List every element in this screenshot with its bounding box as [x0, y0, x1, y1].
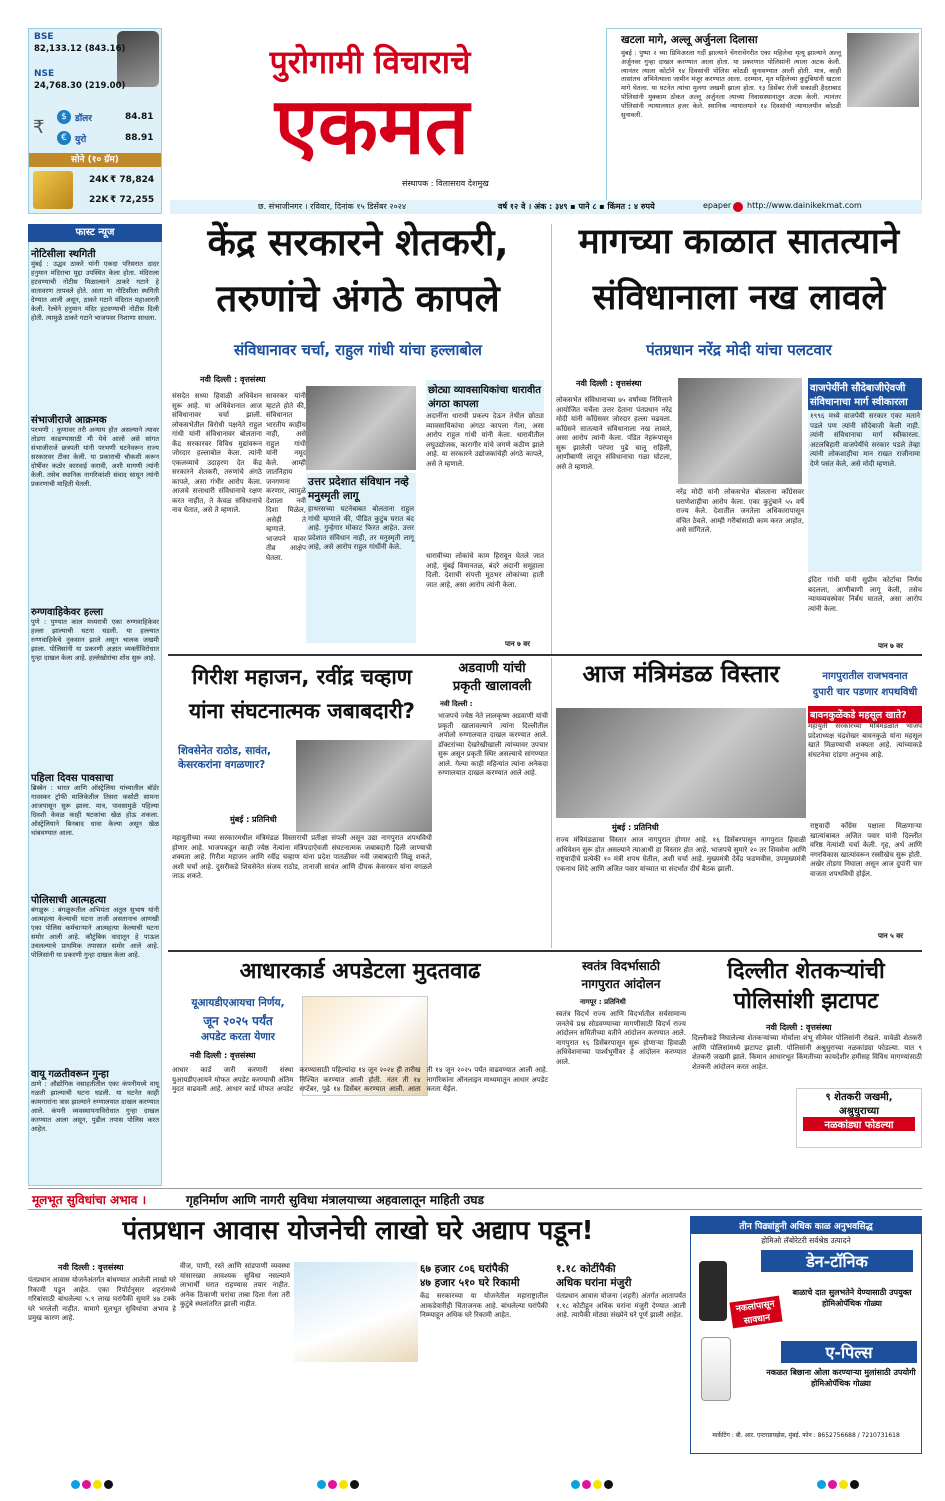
- cabinet-body-2: राष्ट्रवादी काँग्रेस पक्षाला मिळणाऱ्या खात्यांबाबत अजित पवार यांनी दिल्लीत वरिष्ठ नेत्यांशी चर्चा केली. गृह, अर्थ आणि नगरविकास खात्यांवरून रस्सीखेच सुरू होती. अखेर तोडगा निघाला असून आज दुपारी चार वाजता शपथविधी होईल.: [810, 822, 922, 878]
- stat-2-body: पंतप्रधान आवास योजना (शहरी) अंतर्गत आतापर्यंत १.१८ कोटीहून अधिक घरांना मंजुरी देण्यात आली आहे. त्यापैकी मोठ्या संख्येने घरे पूर्ण झाली आहेत.: [556, 1292, 686, 1319]
- euro-icon: €: [57, 131, 71, 145]
- vidarbha-headline-2: नागपुरात आंदोलन: [581, 977, 661, 991]
- registration-marks: [816, 1474, 876, 1486]
- gold-22k-value: ₹ 72,255: [110, 195, 155, 205]
- farmers-headline-1: दिल्लीत शेतकऱ्यांची: [727, 959, 885, 984]
- lead-left-caption-title: उत्तर प्रदेशात संविधान नव्हे मनुस्मृती लागू: [308, 476, 409, 502]
- aadhaar-headline: आधारकार्ड अपडेटला मुदतवाढ: [239, 959, 481, 984]
- cabinet-dateline: मुंबई : प्रतिनिधी: [612, 823, 659, 832]
- fast-news-body: मुंबई : उद्धव ठाकरे यांनी एकदा परिसरात दादर हनुमान मंदिराचा मुद्दा उपस्थित केला होता. मंदिराला हटवण्याची नोटीस मिळाल्याने ठाकरे गटाने हे वातावरण तापवले होते. आता या नोटिसीला स्थगिती देण्यात आली असून, ठाकरे गटाने मंदिरात महाआरती केली. रेल्वेने हनुमान मंदिर हटवण्याची नोटीस दिली होती. त्यामुळे ठाकरे गटाने भाजपवर निशाणा साधला.: [31, 260, 159, 322]
- stat-2-line-2: अधिक घरांना मंजुरी: [556, 1277, 632, 1289]
- dateline: छ. संभाजीनगर । रविवार, दिनांक १५ डिसेंबर २०२४: [258, 202, 406, 211]
- dollar-value: 84.81: [125, 112, 154, 122]
- lead-right-body-1: लोकसभेत संविधानाच्या ७५ वर्षांच्या निमित्ताने आयोजित चर्चेला उत्तर देताना पंतप्रधान नरेंद्र मोदी यांनी काँग्रेसवर जोरदार हल्ला चढवला. काँग्रेसने सातत्याने संविधानाला नख लावले, असा आरोप त्यांनी केला. पंडित नेहरूंपासून सुरू झालेली परंपरा पुढे चालू राहिली, आणीबाणी लादून संविधानाचा गळा घोटला, असे ते म्हणाले.: [556, 396, 672, 471]
- vidarbha-headline-1: स्वतंत्र विदर्भासाठी: [582, 959, 660, 973]
- ad-product-1-desc: बाळाचे दात सुलभतेने येण्यासाठी उपयुक्त होमिओपॅथिक गोळ्या: [792, 1288, 912, 1308]
- fast-news-label: फास्ट न्यूज: [75, 227, 115, 238]
- aadhaar-sub-2: जून २०२५ पर्यंत: [203, 1014, 273, 1028]
- section-divider: [168, 654, 922, 656]
- web-icon: [733, 202, 743, 212]
- gold-24k-value: ₹ 78,824: [110, 175, 155, 185]
- fast-news-item: [31, 246, 159, 414]
- fast-news-body: ठाणे : औद्योगिक वसाहतीतील एका कंपनीमध्ये वायू गळती झाल्याची घटना घडली. या घटनेत काही कामगारांना त्रास झाल्याने रुग्णालयात दाखल करण्यात आले. कंपनी व्यवस्थापनाविरोधात गुन्हा दाखल करण्यात आला असून, पुढील तपास पोलिस करत आहेत.: [31, 1080, 159, 1133]
- fast-news-title: वायू गळतीवरून गुन्हा: [31, 1069, 109, 1080]
- housing-banner-tag: मूलभूत सुविधांचा अभाव ।: [32, 1193, 147, 1207]
- gold-label: सोने (१० ग्रॅम): [29, 153, 161, 167]
- markets-panel: [28, 28, 162, 214]
- ad-product-2-desc: नकळत बिछाना ओला करण्याऱ्या मुलांसाठी उपयोगी होमिओपॅथिक गोळ्या: [766, 1368, 916, 1388]
- bull-icon: [117, 31, 159, 87]
- registration-marks: [570, 1474, 630, 1486]
- top-story-body: मुंबई : पुष्पा २ च्या प्रिमिअरला गर्दी झाल्याने चेंगराचेंगरीत एका महिलेचा मृत्यू झाल्याने अल्लू अर्जुनवर गुन्हा दाखल करण्यात आला होता. या प्रकरणात पोलिसांनी त्याला अटक केली. त्यानंतर त्याला कोर्टाने १४ दिवसांची पोलिस कोठडी सुनावण्यात आली होती. मात्र, काही तासांतच अभिनेत्याला जामीन मंजूर करण्यात आला. दरम्यान, मृत महिलेच्या कुटुंबियांनी खटला मागे घेतला. या घटनेत त्यांचा मुलगा जखमी झाला होता. १३ डिसेंबर रोजी सकाळी हैदराबाद पोलिसांनी मुक्काम ठोकत अल्लू अर्जुनला त्याच्या निवासस्थानातून अटक केली. त्यानंतर पोलिसांनी न्यायालयात हजर केले. स्थानिक न्यायालयाने १४ दिवसांची न्यायालयीन कोठडी सुनावली.: [621, 49, 841, 119]
- cabinet-side-title-1: नागपुरातील राजभवनात: [822, 671, 908, 682]
- lead-left-subhead: संविधानावर चर्चा, राहुल गांधी यांचा हल्लाबोल: [234, 341, 482, 359]
- masthead-tagline: पुरोगामी विचाराचे: [269, 43, 471, 81]
- rupee-icon: ₹: [33, 117, 45, 138]
- aadhaar-body: आधार कार्ड जारी करणारी संस्था युआयडीएआयने मोफत अपडेट करण्याची अंतिम मुदत वाढवली आहे. आधार कार्ड मोफत अपडेट करण्यासाठी पहिल्यांदा १४ जून २०२४ ही तारीख निश्चित करण्यात आली होती. नंतर ती १४ सप्टेंबर, पुढे १४ डिसेंबर करण्यात आली. आता ती १४ जून २०२५ पर्यंत वाढवण्यात आली आहे. नागरिकांना ऑनलाइन माध्यमातून आधार अपडेट करता येईल.: [172, 1066, 548, 1093]
- farmers-headline-2: पोलिसांशी झटापट: [733, 989, 879, 1014]
- lead-right-body-3: इंदिरा गांधी यांनी सुप्रीम कोर्टाचा निर्णय बदलला, आणीबाणी लागू केली, तसेच न्यायव्यवस्थेवर निर्बंध घातले, असा आरोप त्यांनी केला.: [808, 576, 922, 613]
- lead-left-headline-2: तरुणांचे अंगठे कापले: [216, 277, 500, 320]
- lead-right-headline-2: संविधानाला नख लावले: [592, 278, 886, 318]
- lead-left-dateline: नवी दिल्ली : वृत्तसंस्था: [200, 375, 266, 384]
- euro-label: युरो: [75, 135, 87, 145]
- farmers-box-line-2: अश्रुधुराच्या: [839, 1106, 879, 1117]
- mid-left-dateline: मुंबई : प्रतिनिधी: [230, 815, 277, 824]
- dollar-label: डॉलर: [75, 114, 92, 124]
- bawankule-body: महायुती सरकारच्या मंत्रिमंडळात भाजप प्रदेशाध्यक्ष चंद्रशेखर बावनकुळे यांना महसूल खाते मिळण्याची शक्यता आहे. त्यांच्याकडे संघटनेचा दांडगा अनुभव आहे.: [808, 722, 922, 759]
- modi-photo: [678, 378, 802, 484]
- fast-news-title: पहिला दिवस पावसाचा: [31, 773, 114, 784]
- fast-news-title: पोलिसाची आत्महत्या: [31, 895, 107, 906]
- top-story-headline: खटला मागे, अल्लू अर्जुनला दिलासा: [621, 34, 758, 46]
- stat-1-box: [420, 1262, 548, 1452]
- homeo-advertisement: [690, 1216, 922, 1454]
- euro-value: 88.91: [125, 133, 154, 143]
- aadhaar-sub-1: यूआयडीएआयचा निर्णय,: [191, 997, 285, 1009]
- ad-product-2: ए-पिल्स: [781, 1341, 917, 1363]
- lead-left-sidebar-title: छोट्या व्यावसायिकांचा धारावीत अंगठा कापला: [426, 380, 544, 412]
- mahajan-chavan-photo: [296, 740, 432, 832]
- bse-value: 82,133.12 (843.16): [34, 44, 126, 54]
- house-illustration: [294, 1262, 418, 1362]
- housing-body-2: वीज, पाणी, रस्ते आणि सांडपाणी व्यवस्था यांसारख्या आवश्यक सुविधा नसल्याने लाभार्थी घरात राहण्यास तयार नाहीत. अनेक ठिकाणी घरांचा ताबा दिला गेला तरी कुटुंबे स्थलांतरित झाली नाहीत.: [180, 1262, 290, 1308]
- cabinet-headline: आज मंत्रिमंडळ विस्तार: [582, 660, 780, 688]
- stat-1-line-1: ६७ हजार ८०६ घरांपैकी: [420, 1263, 509, 1275]
- housing-headline: पंतप्रधान आवास योजनेची लाखो घरे अद्याप पडून!: [122, 1216, 594, 1246]
- stat-1-body: केंद्र सरकारच्या या योजनेतील महाराष्ट्रातील आकडेवारीही चिंताजनक आहे. बांधलेल्या घरांपैकी निम्म्याहून अधिक घरे रिकामी आहेत.: [420, 1292, 548, 1319]
- farmers-box-line-3: नळकांड्या फोडल्या: [803, 1117, 915, 1131]
- ad-top-line: तीन पिढ्यांहूनी अधिक काळ अनुभवसिद्ध: [691, 1217, 921, 1234]
- nse-label: NSE: [34, 69, 55, 79]
- website-link[interactable]: http://www.dainikekmat.com: [747, 201, 862, 210]
- fast-news-header: [28, 224, 162, 242]
- dollar-icon: $: [57, 110, 71, 124]
- farmers-box: [796, 1088, 922, 1148]
- fast-news-body: ब्रिस्बेन : भारत आणि ऑस्ट्रेलिया यांच्यातील बॉर्डर गावस्कर ट्रॉफी मालिकेतील तिसरा कसोटी सामना आजपासून सुरू झाला. मात्र, पावसामुळे पहिल्या दिवशी केवळ काही षटकांचा खेळ होऊ शकला. ऑस्ट्रेलियाने बिनबाद धावा केल्या असून खेळ थांबवण्यात आला.: [31, 784, 159, 837]
- gold-24k-label: 24K: [89, 175, 109, 185]
- advani-headline-1: अडवाणी यांची: [458, 661, 526, 676]
- fast-news-item: [31, 770, 159, 890]
- vajpayee-box: [808, 378, 922, 572]
- vajpayee-box-body: १९९६ मध्ये वाजपेयी सरकार एका मताने पडले पण त्यांनी सौदेबाजी केली नाही. त्यांनी संविधानाचा मार्ग स्वीकारला. अटलबिहारी वाजपेयींचे सरकार पडले तेव्हा त्यांनी लोकशाहीचा मान राखत राजीनामा देणे पसंत केले, असे मोदी म्हणाले.: [810, 412, 920, 468]
- mid-left-body: महायुतीच्या नव्या सरकारमधील मंत्रिमंडळ विस्ताराची प्रतीक्षा संपली असून उद्या नागपुरात शपथविधी होणार आहे. भाजपकडून काही ज्येष्ठ नेत्यांना मंत्रिपदाऐवजी संघटनात्मक जबाबदारी दिली जाण्याची शक्यता आहे. गिरीश महाजन आणि रवींद्र चव्हाण यांना प्रदेश पातळीवर नवी जबाबदारी मिळू शकते, अशी चर्चा आहे. दुसरीकडे शिवसेनेत संजय राठोड, तानाजी सावंत आणि दीपक केसरकर यांना वगळले जाऊ शकते.: [172, 834, 432, 880]
- lead-left-continued: पान ७ वर: [505, 640, 530, 648]
- stat-2-line-1: १.१८ कोटींपैकी: [556, 1263, 616, 1275]
- ad-product-1: डेन-टॉनिक: [761, 1250, 913, 1272]
- lead-right-dateline: नवी दिल्ली : वृत्तसंस्था: [576, 379, 642, 388]
- advani-dateline: नवी दिल्ली :: [440, 700, 473, 708]
- top-story-photo: [847, 33, 919, 107]
- registration-marks: [316, 1474, 376, 1486]
- fast-news-title: संभाजीराजे आक्रमक: [31, 415, 107, 426]
- founder-line: संस्थापक : विलासराव देशमुख: [402, 179, 489, 188]
- fast-news-item: [31, 1066, 159, 1184]
- farmers-body: दिल्लीकडे निघालेल्या शेतकऱ्यांच्या मोर्चाला शंभू सीमेवर पोलिसांनी रोखले. यावेळी शेतकरी आणि पोलिसांमध्ये झटापट झाली. पोलिसांनी अश्रुधुराच्या नळकांड्या फोडल्या. यात ९ शेतकरी जखमी झाले. किमान आधारभूत किंमतीच्या कायदेशीर हमीसह विविध मागण्यांसाठी शेतकरी आंदोलन करत आहेत.: [692, 1034, 922, 1071]
- rahul-gandhi-photo: [306, 386, 416, 470]
- registration-marks: [70, 1474, 130, 1486]
- lead-left-body-1: संसदेत सध्या हिवाळी अधिवेशन सुरू आहे. या अधिवेशनात आज संविधानावर चर्चा झाली. लोकसभेतील विरोधी पक्षनेते राहुल गांधी यांनी संविधानावर बोलताना केंद्र सरकारवर विविध मुद्यांवरून जोरदार हल्लाबोल केला. त्यांनी एकलव्याचे उदाहरण देत केंद्र सरकारने शेतकरी, तरुणांचे अंगठे कापले, असा गंभीर आरोप केला. आजचे सत्ताधारी संविधानाचे रक्षण करत नाहीत, ते केवळ संविधानाचे नाव घेतात, असे ते म्हणाले.: [172, 392, 262, 514]
- lead-left-sidebar-body: अदानींना धारावी प्रकल्प देऊन तेथील छोट्या व्यावसायिकांचा अंगठा कापला गेला, असा आरोप राहुल गांधी यांनी केला. धारावीतील लघुउद्योजक, कारागीर यांचे जगणे कठीण झाले आहे. या सरकारने उद्योजकांचेही अंगठे कापले, असे ते म्हणाले.: [426, 412, 544, 468]
- lead-right-subhead: पंतप्रधान नरेंद्र मोदी यांचा पलटवार: [646, 341, 832, 359]
- cabinet-leaders-photo: [556, 708, 806, 818]
- cabinet-continued: पान ५ वर: [878, 932, 903, 940]
- gold-22k-label: 22K: [89, 195, 109, 205]
- section-divider: [168, 950, 922, 952]
- ad-company: होमिओ लॅबोरेटरी सर्वश्रेष्ठ उत्पादने: [761, 1236, 851, 1245]
- lead-left-caption-body: हाथरसच्या घटनेबाबत बोलताना राहुल गांधी म्हणाले की, पीडित कुटुंब घरात बंद आहे. गुन्हेगार मोकाट फिरत आहेत. उत्तर प्रदेशात संविधान नाही, तर मनुस्मृती लागू आहे, असे आरोप राहुल गांधींनी केले.: [308, 505, 414, 551]
- ad-contact: मार्केटिंग : बी. आर. एन्टरप्रायझेस, मुंबई. फोन : 8652756688 / 7210731618: [712, 1432, 900, 1439]
- lead-right-headline-1: मागच्या काळात सातत्याने: [578, 222, 900, 262]
- fast-news-body: पुणे : पुण्यात काल मध्यरात्री एका रुग्णवाहिकेवर हल्ला झाल्याची घटना घडली. या हल्ल्यात रुग्णवाहिकेचे नुकसान झाले असून चालक जखमी झाला. पोलिसांनी या प्रकरणी अज्ञात व्यक्तींविरोधात गुन्हा दाखल केला आहे. हल्लेखोरांचा शोध सुरू आहे.: [31, 618, 159, 662]
- fast-news-item: [31, 412, 159, 602]
- lead-left-sidebar-body-2: धारावीच्या लोकांचे काम हिरावून घेतले जात आहे, मुंबई विमानतळ, बंदरे अदानी समूहाला दिली. देशाची संपत्ती मूठभर लोकांच्या हाती जात आहे, असा आरोप त्यांनी केला.: [426, 552, 544, 589]
- vidarbha-body: स्वतंत्र विदर्भ राज्य आणि विदर्भातील सर्वसामान्य जनतेचे प्रश्न सोडवण्याच्या मागणीसाठी विदर्भ राज्य आंदोलन समितीच्या वतीने आंदोलन करण्यात आले. नागपुरात १६ डिसेंबरपासून सुरू होणाऱ्या हिवाळी अधिवेशनाच्या पार्श्वभूमीवर हे आंदोलन करण्यात आले.: [556, 1010, 686, 1066]
- lead-left-headline-1: केंद्र सरकारने शेतकरी,: [207, 221, 509, 264]
- lead-left-body-2: सावरकर यांनी म्हटले होते की, संविधानात भारतीय काहीच नाही, असे राहुल गांधी यांनी नमूद केले. आम्ही जातनिहाय जनगणना करणार, त्यामुळे देशाला नवी दिशा मिळेल, असेही ते म्हणाले. भाजपने यावर तीव्र आक्षेप घेतला.: [266, 392, 306, 562]
- advani-headline-2: प्रकृती खालावली: [452, 679, 532, 694]
- fast-news-item: [31, 604, 159, 766]
- gold-bars-icon: [33, 171, 73, 209]
- stat-1-line-2: ४७ हजार ५१० घरे रिकामी: [420, 1277, 520, 1289]
- lead-left-photo-caption-box: [306, 473, 416, 643]
- fast-news-body: बंगळुरू : बंगळुरूतील अभियंता अतुल सुभाष यांनी आत्महत्या केल्याची घटना ताजी असतानाच आणखी एका पोलिस कर्मचाऱ्याने आत्महत्या केल्याची घटना समोर आली आहे. कौटुंबिक वादातून हे पाऊल उचलल्याचे प्राथमिक तपासात समोर आले आहे. पोलिसांनी या प्रकरणी गुन्हा दाखल केला आहे.: [31, 906, 159, 959]
- lead-right-continued: पान ७ वर: [878, 642, 903, 650]
- aadhaar-dateline: नवी दिल्ली : वृत्तसंस्था: [190, 1051, 256, 1060]
- den-tonic-bottle-icon: [699, 1261, 727, 1321]
- housing-dateline: नवी दिल्ली : वृत्तसंस्था: [58, 1263, 124, 1272]
- housing-body-1: पंतप्रधान आवास योजनेअंतर्गत बांधण्यात आलेली लाखो घरे रिकामी पडून आहेत. एका रिपोर्टनुसार शहरांमध्ये गरिबांसाठी बांधलेल्या ५.९ लाख घरांपैकी सुमारे ४७ टक्के घरे भरलेली नाहीत. यामागे मूलभूत सुविधांचा अभाव हे प्रमुख कारण आहे.: [28, 1276, 176, 1322]
- farmers-box-line-1: ९ शेतकरी जखमी,: [825, 1092, 893, 1103]
- column-divider: [551, 224, 552, 654]
- stat-2-box: [556, 1262, 686, 1452]
- epaper-label: epaper: [703, 201, 732, 210]
- column-divider: [551, 658, 552, 948]
- lead-right-body-2: नरेंद्र मोदी यांनी लोकसभेत बोलताना काँग्रेसवर घराणेशाहीचा आरोप केला. एका कुटुंबाने ५५ वर्षे राज्य केले. देशातील जनतेला अधिकारापासून वंचित ठेवले. आम्ही गरीबांसाठी काम करत आहोत, असे सांगितले.: [676, 488, 804, 534]
- mid-left-headline-2: यांना संघटनात्मक जबाबदारी?: [188, 699, 415, 723]
- fast-news-title: नोटिसीला स्थगिती: [31, 249, 96, 260]
- vidarbha-dateline: नागपूर : प्रतिनिधी: [580, 998, 626, 1006]
- bawankule-tag: बावनकुळेंकडे महसूल खाते?: [808, 706, 922, 723]
- mid-left-subtitle: शिवसेनेत राठोड, सावंत, केसरकरांना वगळणार?: [178, 745, 271, 771]
- nse-value: 24,768.30 (219.00): [34, 81, 126, 91]
- fast-news-title: रुग्णवाहिकेवर हल्ला: [31, 607, 104, 618]
- housing-banner-text: गृहनिर्माण आणि नागरी सुविधा मंत्रालयाच्या अहवालातून माहिती उघड: [186, 1193, 484, 1207]
- advani-body: भाजपचे ज्येष्ठ नेते लालकृष्ण अडवाणी यांची प्रकृती खालावल्याने त्यांना दिल्लीतील अपोलो रुग्णालयात दाखल करण्यात आले. डॉक्टरांच्या देखरेखीखाली त्यांच्यावर उपचार सुरू असून प्रकृती स्थिर असल्याचे सांगण्यात आले. गेल्या काही महिन्यांत त्यांना अनेकदा रुग्णालयात दाखल करण्यात आले आहे.: [438, 712, 548, 777]
- a-pills-bottle-icon: [701, 1337, 731, 1401]
- mid-left-headline-1: गिरीश महाजन, रवींद्र चव्हाण: [192, 665, 412, 689]
- top-story: [606, 28, 922, 214]
- vajpayee-box-title: वाजपेयींनी सौदेबाजीऐवजी संविधानाचा मार्ग स्वीकारला: [808, 378, 922, 410]
- cabinet-body: राज्य मंत्रिमंडळाचा विस्तार आज नागपुरात होणार आहे. १६ डिसेंबरपासून नागपुरात हिवाळी अधिवेशन सुरू होत असल्याने त्याआधी हा विस्तार होत आहे. भाजपचे सुमारे २० तर शिवसेना आणि राष्ट्रवादीचे प्रत्येकी १० मंत्री शपथ घेतील, अशी चर्चा आहे. मुख्यमंत्री देवेंद्र फडणवीस, उपमुख्यमंत्री एकनाथ शिंदे आणि अजित पवार यांच्यात या संदर्भात दीर्घ बैठक झाली.: [556, 836, 806, 873]
- aadhaar-sub-3: अपडेट करता येणार: [201, 1031, 275, 1043]
- cabinet-side-title-2: दुपारी चार पडणार शपथविधी: [812, 687, 918, 698]
- fast-news-body: परभणी : कुणावर तरी अन्याय होत असल्याने त्यावर तोडगा काढण्यासाठी मी येथे आलो असे सांगत संभाजीराजे छत्रपती यांनी परभणी घटनेवरून राज्य सरकारवर टीका केली. या प्रकाराची चौकशी करून दोषींवर कठोर कारवाई करावी, अशी मागणी त्यांनी केली. तसेच स्थानिक नागरिकांशी संवाद साधून त्यांनी प्रकरणाची माहिती घेतली.: [31, 426, 159, 488]
- masthead-logo: एकमत: [274, 82, 470, 172]
- ad-warning: नकलांपासून सावधान: [729, 1296, 782, 1329]
- farmers-dateline: नवी दिल्ली : वृत्तसंस्था: [766, 1023, 832, 1032]
- issue-info: वर्ष १२ वे । अंक : ३४९ ▪ पाने ८ ▪ किंमत : ४ रुपये: [498, 202, 655, 211]
- bse-label: BSE: [34, 32, 54, 42]
- fast-news-item: [31, 892, 159, 1060]
